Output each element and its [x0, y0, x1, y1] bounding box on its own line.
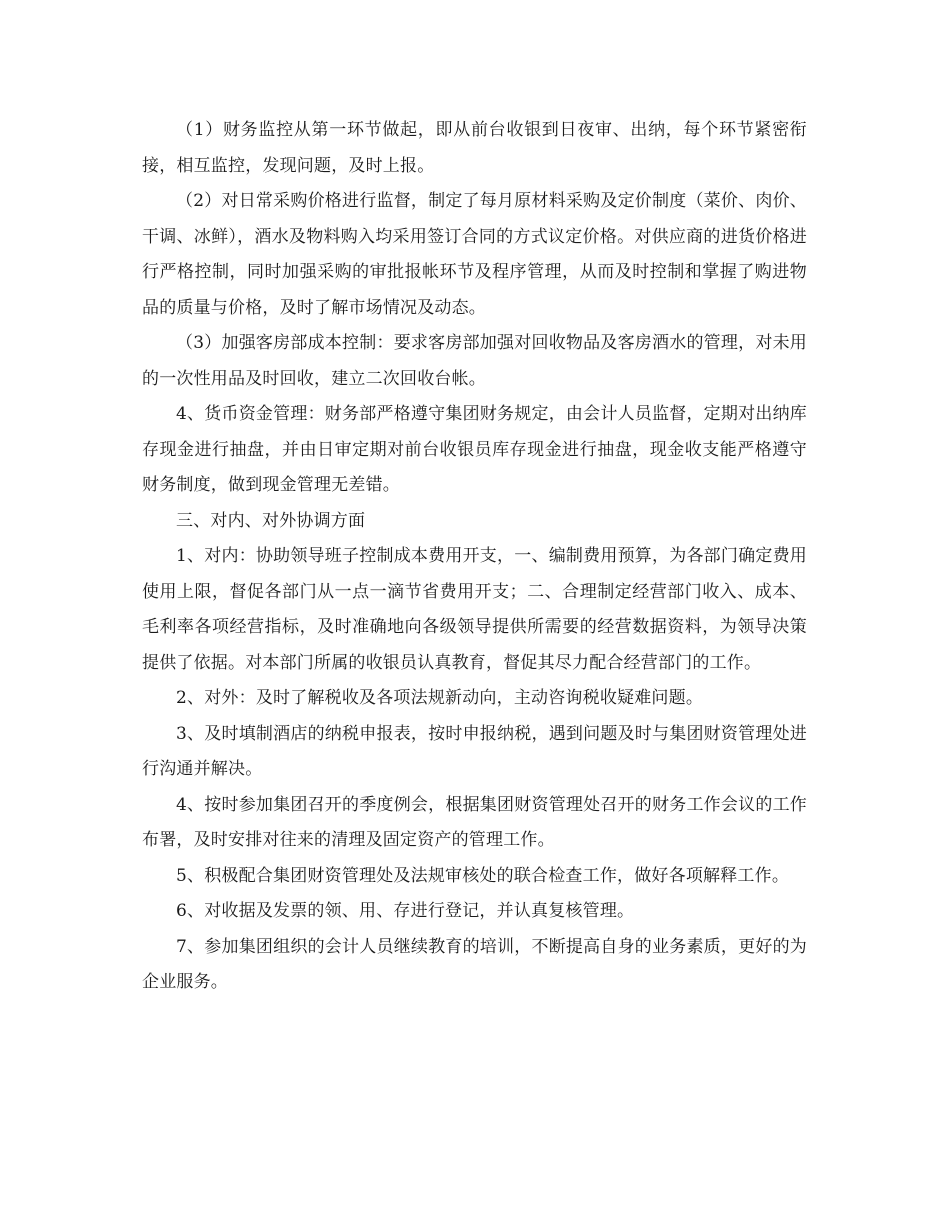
paragraph-9: 4、按时参加集团召开的季度例会，根据集团财资管理处召开的财务工作会议的工作布署，及时安排对往来的清理及固定资产的管理工作。	[142, 794, 807, 850]
paragraph-10: 5、积极配合集团财资管理处及法规审核处的联合检查工作，做好各项解释工作。	[176, 865, 790, 886]
paragraph-7: 2、对外：及时了解税收及各项法规新动向，主动咨询税收疑难问题。	[176, 688, 704, 708]
paragraph-6: 1、对内：协助领导班子控制成本费用开支，一、编制费用预算，为各部门确定费用使用上限，督促各部门从一点一滴节省费用开支；二、合理制定经营部门收入、成本、毛利率各项经营指标，及时准确地向各级领导提供所需要的经营数据资料，为领导决策提供了依据。对本部门所属的收银员认真教育，督促其尽力配合经营部门的工作。	[142, 546, 807, 673]
paragraph-3: （3）加强客房部成本控制：要求客房部加强对回收物品及客房酒水的管理，对未用的一次性用品及时回收，建立二次回收台帐。	[142, 333, 807, 389]
paragraph-12: 7、参加集团组织的会计人员继续教育的培训，不断提高自身的业务素质，更好的为企业服务。	[142, 936, 807, 992]
document-body	[142, 113, 807, 1001]
paragraph-11: 6、对收据及发票的领、用、存进行登记，并认真复核管理。	[176, 901, 635, 921]
paragraph-4: 4、货币资金管理：财务部严格遵守集团财务规定，由会计人员监督，定期对出纳库存现金进行抽盘，并由日审定期对前台收银员库存现金进行抽盘，现金收支能严格遵守财务制度，做到现金管理无差错。	[142, 404, 807, 495]
paragraph-2: （2）对日常采购价格进行监督，制定了每月原材料采购及定价制度（菜价、肉价、干调、冰鲜），酒水及物料购入均采用签订合同的方式议定价格。对供应商的进货价格进行严格控制，同时加强采购的审批报帐环节及程序管理，从而及时控制和掌握了购进物品的质量与价格，及时了解市场情况及动态。	[142, 191, 807, 318]
paragraph-1: （1）财务监控从第一环节做起，即从前台收银到日夜审、出纳，每个环节紧密衔接，相互监控，发现问题，及时上报。	[142, 120, 807, 176]
paragraph-8: 3、及时填制酒店的纳税申报表，按时申报纳税，遇到问题及时与集团财资管理处进行沟通并解决。	[142, 723, 807, 779]
section-heading: 三、对内、对外协调方面	[176, 510, 366, 531]
